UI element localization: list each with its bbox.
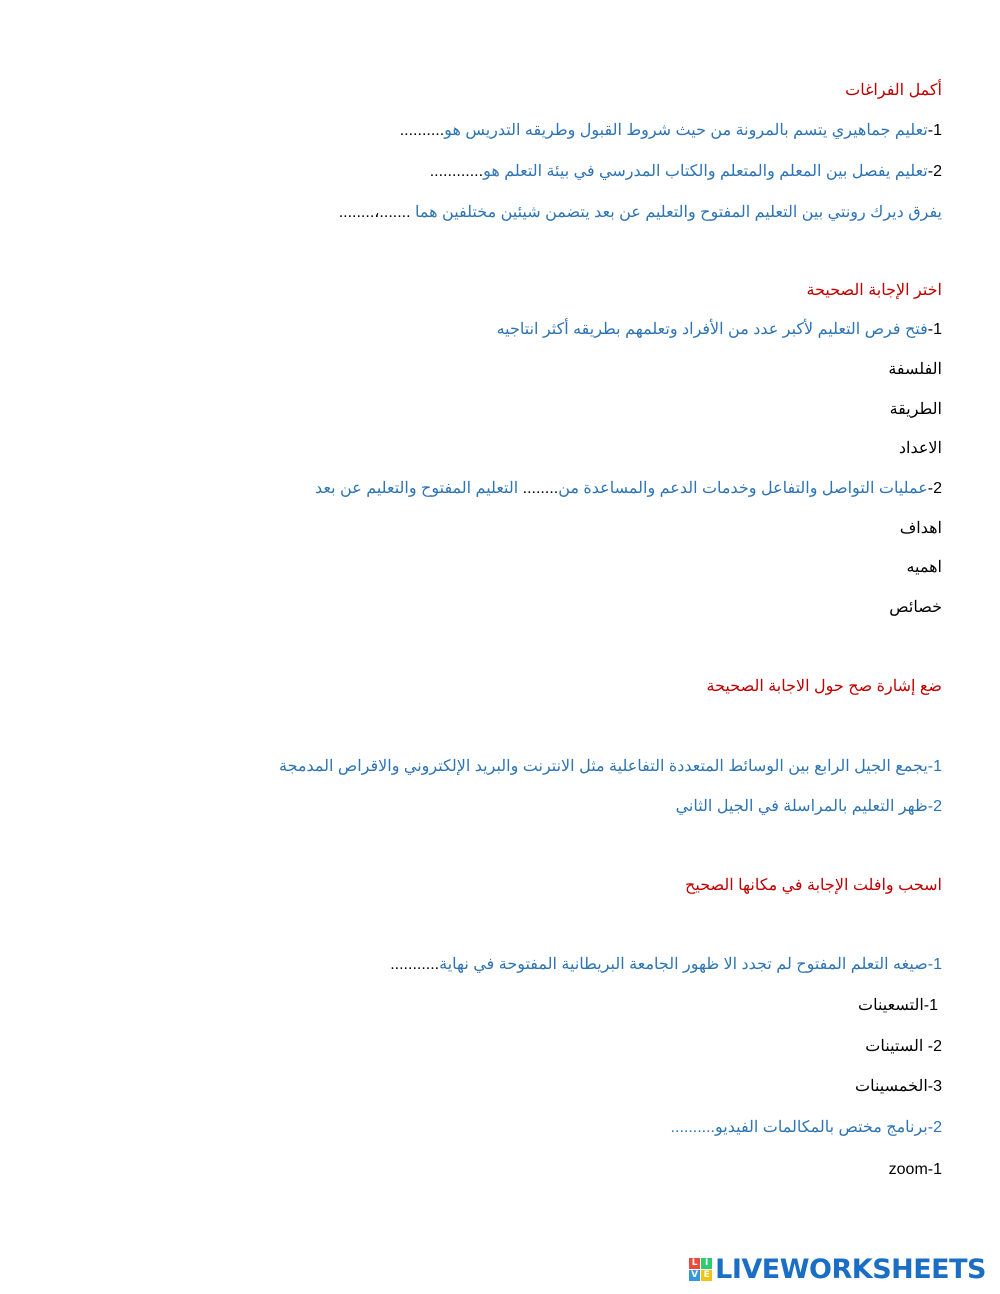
logo-text: LIVEWORKSHEETS — [715, 1254, 986, 1285]
question-number: 1- — [927, 122, 942, 139]
answer-option[interactable]: الطريقة — [889, 401, 942, 418]
blank-dots[interactable]: .......... — [399, 122, 445, 139]
question-text: تعليم يفصل بين المعلم والمتعلم والكتاب المدرسي في بيئة التعلم هو — [483, 163, 928, 180]
question-number: 2- — [927, 163, 942, 180]
question-number: 2- — [927, 480, 942, 497]
question-dd-1 — [390, 955, 942, 975]
question-fill-1 — [400, 121, 942, 141]
question-fill-2 — [430, 162, 942, 182]
draggable-option[interactable]: zoom-1 — [888, 1161, 942, 1178]
question-number: 1- — [927, 321, 942, 338]
question-text: عمليات التواصل والتفاعل وخدمات الدعم والمساعدة من — [558, 480, 928, 497]
answer-option[interactable]: اهداف — [899, 520, 942, 537]
question-dd-2 — [671, 1118, 942, 1138]
blank-dots[interactable]: .......،........ — [338, 204, 411, 221]
question-mc-1 — [497, 320, 942, 340]
question-tf-2[interactable] — [676, 797, 942, 817]
question-text: صيغه التعلم المفتوح لم تجدد الا ظهور الجامعة البريطانية المفتوحة في نهاية — [439, 956, 928, 973]
question-fill-3 — [339, 203, 942, 223]
drop-zone[interactable]: .......... — [670, 1119, 715, 1136]
question-number: 1- — [927, 956, 942, 973]
question-text: يجمع الجيل الرابع بين الوسائط المتعددة التفاعلية مثل الانترنت والبريد الإلكتروني والاقراص المدمجة — [278, 758, 928, 775]
blank-dots: ........ — [522, 480, 559, 497]
draggable-option[interactable]: 2- الستينات — [865, 1038, 942, 1055]
liveworksheets-logo — [689, 1254, 986, 1285]
blank-dots[interactable]: ............ — [429, 163, 484, 180]
answer-option[interactable]: الفلسفة — [888, 361, 942, 378]
question-number: 2- — [927, 798, 942, 815]
section-heading-fill-blanks: أكمل الفراغات — [845, 82, 942, 99]
question-tf-1[interactable] — [279, 757, 942, 777]
question-text: فتح فرص التعليم لأكبر عدد من الأفراد وتعلمهم بطريقه أكثر انتاجيه — [496, 321, 928, 338]
drop-zone[interactable]: ........... — [390, 956, 440, 973]
question-text: تعليم جماهيري يتسم بالمرونة من حيث شروط القبول وطريقه التدريس هو — [444, 122, 928, 139]
question-number: 2- — [927, 1119, 942, 1136]
question-text-tail: التعليم المفتوح والتعليم عن بعد — [315, 480, 519, 497]
answer-option[interactable]: خصائص — [889, 599, 942, 616]
question-mc-2 — [315, 479, 942, 499]
section-heading-true-false: ضع إشارة صح حول الاجابة الصحيحة — [706, 678, 942, 695]
draggable-option[interactable]: 3-الخمسينات — [855, 1078, 942, 1095]
answer-option[interactable]: الاعداد — [898, 440, 942, 457]
question-text: برنامج مختص بالمكالمات الفيديو — [715, 1119, 928, 1136]
question-text: يفرق ديرك رونتي بين التعليم المفتوح والتعليم عن بعد يتضمن شيئين مختلفين هما — [415, 204, 942, 221]
draggable-option[interactable]: 1-التسعينات — [858, 997, 938, 1014]
answer-option[interactable]: اهميه — [906, 559, 942, 576]
section-heading-drag-drop: اسحب وافلت الإجابة في مكانها الصحيح — [685, 877, 942, 894]
question-number: 1- — [927, 758, 942, 775]
logo-icon: L I V E — [689, 1258, 712, 1281]
section-heading-multiple-choice: اختر الإجابة الصحيحة — [806, 282, 942, 299]
question-text: ظهر التعليم بالمراسلة في الجيل الثاني — [675, 798, 928, 815]
